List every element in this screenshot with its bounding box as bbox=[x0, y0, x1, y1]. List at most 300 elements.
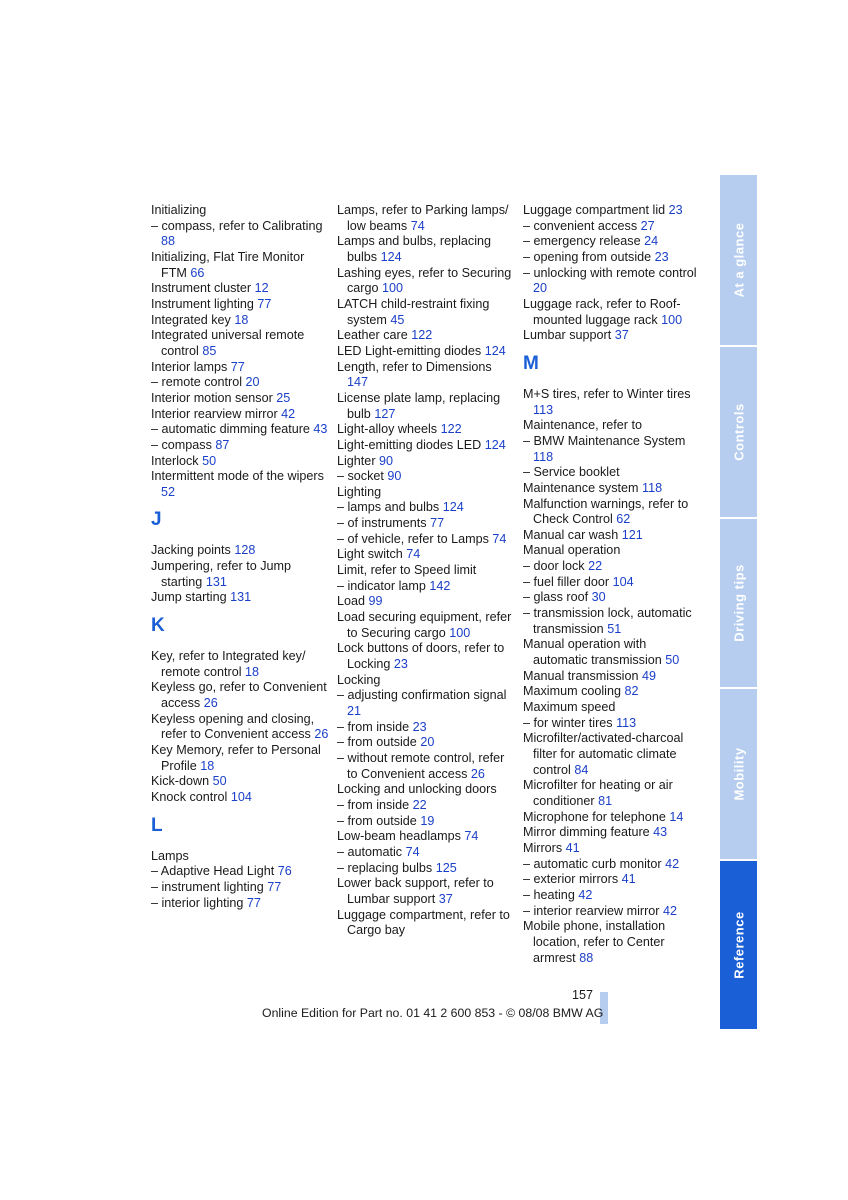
index-entry bbox=[151, 375, 329, 391]
tab-driving-tips[interactable] bbox=[720, 519, 757, 689]
entry-text: LATCH child-restraint fixing system bbox=[337, 296, 490, 327]
page-reference-link[interactable]: 85 bbox=[202, 343, 217, 358]
page-reference-link[interactable]: 74 bbox=[405, 844, 420, 859]
index-entry bbox=[523, 234, 701, 250]
entry-text: – unlocking with remote control bbox=[523, 265, 697, 280]
index-entry bbox=[337, 391, 515, 422]
page-reference-link[interactable]: 20 bbox=[420, 735, 435, 750]
entry-text: – lamps and bulbs bbox=[337, 500, 443, 515]
page-reference-link[interactable]: 41 bbox=[621, 872, 636, 887]
index-entry bbox=[523, 778, 701, 809]
index-entry bbox=[151, 790, 329, 806]
entry-text: Luggage compartment, refer to Cargo bay bbox=[337, 907, 510, 938]
index-entry bbox=[523, 590, 701, 606]
entry-text: Jump starting bbox=[151, 590, 231, 605]
page-reference-link[interactable]: 84 bbox=[574, 762, 589, 777]
entry-text: – from inside bbox=[337, 719, 413, 734]
page-reference-link[interactable]: 90 bbox=[379, 453, 394, 468]
index-entry bbox=[337, 438, 515, 454]
index-entry bbox=[337, 751, 515, 782]
page-reference-link[interactable]: 100 bbox=[449, 625, 471, 640]
index-entry bbox=[523, 387, 701, 418]
page-reference-link[interactable]: 51 bbox=[607, 621, 622, 636]
index-entry bbox=[523, 637, 701, 668]
entry-text: Luggage compartment lid bbox=[523, 203, 669, 217]
entry-text: – from outside bbox=[337, 813, 421, 828]
entry-text: – interior lighting bbox=[151, 895, 247, 910]
entry-text: Manual car wash bbox=[523, 527, 622, 542]
entry-text: – BMW Maintenance System bbox=[523, 433, 686, 448]
page-reference-link[interactable]: 77 bbox=[430, 516, 445, 531]
entry-text: Interior lamps bbox=[151, 359, 231, 374]
page-reference-link[interactable]: 90 bbox=[387, 469, 402, 484]
entry-text: Luggage rack, refer to Roof-mounted luggage rack bbox=[523, 296, 681, 327]
entry-text: Kick-down bbox=[151, 774, 213, 789]
page-reference-link[interactable]: 20 bbox=[533, 281, 548, 296]
page-reference-link[interactable]: 19 bbox=[420, 813, 435, 828]
footer-text: Online Edition for Part no. 01 41 2 600 853 - © 08/08 BMW AG bbox=[262, 1006, 604, 1020]
entry-text: Key, refer to Integrated key/ remote control bbox=[151, 649, 306, 679]
entry-text: Maximum speed bbox=[523, 700, 616, 715]
page-reference-link[interactable]: 104 bbox=[230, 790, 252, 804]
tab-label: At a glance bbox=[731, 222, 746, 298]
entry-text: Microfilter/activated-charcoal filter for automatic climate control bbox=[523, 731, 684, 777]
page-reference-link[interactable]: 50 bbox=[665, 653, 680, 668]
page-reference-link[interactable]: 49 bbox=[642, 668, 657, 683]
index-entry bbox=[151, 219, 329, 250]
entry-text: Mirrors bbox=[523, 840, 566, 855]
index-entry bbox=[337, 782, 515, 798]
page-reference-link[interactable]: 122 bbox=[440, 422, 462, 437]
index-letter-heading: J bbox=[151, 509, 162, 531]
entry-text: Interior rearview mirror bbox=[151, 406, 282, 421]
entry-text: Knock control bbox=[151, 790, 231, 804]
page-reference-link[interactable]: 124 bbox=[484, 437, 506, 452]
entry-text: – exterior mirrors bbox=[523, 872, 622, 887]
entry-text: – heating bbox=[523, 887, 579, 902]
entry-text: Load bbox=[337, 594, 369, 609]
index-entry bbox=[151, 880, 329, 896]
index-entry bbox=[337, 297, 515, 328]
page-reference-link[interactable]: 100 bbox=[382, 281, 404, 296]
index-entry bbox=[151, 774, 329, 790]
index-entry bbox=[523, 731, 701, 778]
index-entry bbox=[151, 360, 329, 376]
index-entry bbox=[151, 328, 329, 359]
entry-text: Malfunction warnings, refer to Check Control bbox=[523, 496, 689, 527]
page-reference-link[interactable]: 18 bbox=[234, 312, 249, 327]
entry-text: Key Memory, refer to Personal Profile bbox=[151, 743, 321, 773]
entry-text: Integrated key bbox=[151, 312, 235, 327]
entry-text: Interior motion sensor bbox=[151, 390, 277, 405]
page-reference-link[interactable]: 74 bbox=[492, 531, 507, 546]
entry-text: Jacking points bbox=[151, 543, 235, 558]
entry-text: Lamps, refer to Parking lamps/ low beams bbox=[337, 203, 509, 233]
entry-text: Intermittent mode of the wipers bbox=[151, 469, 324, 484]
page-reference-link[interactable]: 42 bbox=[281, 406, 296, 421]
page-reference-link[interactable]: 77 bbox=[257, 296, 272, 311]
index-entry bbox=[523, 888, 701, 904]
index-entry bbox=[151, 680, 329, 711]
entry-text: Microfilter for heating or air conditioner bbox=[523, 778, 673, 808]
entry-text: Light-emitting diodes LED bbox=[337, 437, 485, 452]
index-entry bbox=[337, 516, 515, 532]
tab-label: Mobility bbox=[731, 747, 746, 801]
index-entry bbox=[523, 872, 701, 888]
index-entry bbox=[337, 579, 515, 595]
index-entry bbox=[337, 876, 515, 907]
page-reference-link[interactable]: 113 bbox=[533, 402, 554, 417]
entry-text: Keyless opening and closing, refer to Convenient access bbox=[151, 711, 315, 742]
page-reference-link[interactable]: 23 bbox=[412, 719, 427, 734]
index-entry bbox=[151, 297, 329, 313]
index-entry bbox=[151, 543, 329, 559]
page-reference-link[interactable]: 41 bbox=[565, 840, 580, 855]
index-entry bbox=[337, 594, 515, 610]
index-entry bbox=[523, 266, 701, 297]
page-reference-link[interactable]: 30 bbox=[591, 590, 606, 605]
chapter-tabs bbox=[720, 175, 757, 1031]
index-entry bbox=[151, 203, 329, 219]
page-reference-link[interactable]: 43 bbox=[653, 825, 668, 840]
tab-label: Reference bbox=[731, 911, 746, 979]
index-entry bbox=[151, 743, 329, 774]
entry-text: Lighter bbox=[337, 453, 380, 468]
index-entry bbox=[337, 328, 515, 344]
entry-text: Lamps bbox=[151, 848, 189, 863]
page-reference-link[interactable]: 118 bbox=[642, 480, 663, 495]
index-entry bbox=[523, 810, 701, 826]
index-entry bbox=[337, 814, 515, 830]
page-reference-link[interactable]: 42 bbox=[578, 887, 593, 902]
index-entry bbox=[337, 563, 515, 579]
page-reference-link[interactable]: 82 bbox=[624, 684, 639, 699]
entry-text: – from inside bbox=[337, 797, 413, 812]
entry-text: M+S tires, refer to Winter tires bbox=[523, 386, 691, 401]
index-entry bbox=[337, 673, 515, 689]
page-reference-link[interactable]: 24 bbox=[644, 234, 659, 249]
page-reference-link[interactable]: 62 bbox=[616, 512, 631, 527]
entry-text: – without remote control, refer to Convenient access bbox=[337, 750, 505, 781]
entry-text: Interlock bbox=[151, 453, 203, 468]
page-reference-link[interactable]: 52 bbox=[161, 484, 176, 499]
index-entry bbox=[523, 559, 701, 575]
entry-text: Keyless go, refer to Convenient access bbox=[151, 680, 327, 711]
index-entry bbox=[523, 418, 701, 434]
page-reference-link[interactable]: 42 bbox=[665, 856, 680, 871]
entry-text: Integrated universal remote control bbox=[151, 328, 305, 358]
entry-text: Locking and unlocking doors bbox=[337, 782, 497, 797]
index-entry bbox=[523, 904, 701, 920]
index-entry bbox=[337, 547, 515, 563]
page-reference-link[interactable]: 125 bbox=[435, 860, 457, 875]
entry-text: – remote control bbox=[151, 375, 246, 390]
entry-text: – automatic curb monitor bbox=[523, 856, 666, 871]
index-entry bbox=[523, 219, 701, 235]
entry-text: – door lock bbox=[523, 559, 589, 574]
index-entry bbox=[337, 798, 515, 814]
entry-text: – compass, refer to Calibrating bbox=[151, 218, 323, 233]
index-entry bbox=[523, 481, 701, 497]
page-reference-link[interactable]: 37 bbox=[438, 891, 453, 906]
entry-text: – instrument lighting bbox=[151, 879, 268, 894]
index-entry bbox=[523, 825, 701, 841]
page-reference-link[interactable]: 142 bbox=[429, 578, 451, 593]
page-reference-link[interactable]: 81 bbox=[598, 793, 613, 808]
tab-mobility[interactable] bbox=[720, 689, 757, 861]
entry-text: Leather care bbox=[337, 328, 412, 343]
index-entry bbox=[523, 203, 701, 219]
index-entry bbox=[523, 575, 701, 591]
entry-text: Lashing eyes, refer to Securing cargo bbox=[337, 265, 512, 296]
entry-text: Light switch bbox=[337, 547, 407, 562]
entry-text: – replacing bulbs bbox=[337, 860, 436, 875]
page-reference-link[interactable]: 18 bbox=[245, 664, 260, 679]
index-entry bbox=[337, 485, 515, 501]
index-entry bbox=[523, 700, 701, 716]
entry-text: – interior rearview mirror bbox=[523, 903, 663, 918]
index-entry bbox=[337, 422, 515, 438]
page-reference-link[interactable]: 14 bbox=[669, 809, 684, 824]
page-reference-link[interactable]: 87 bbox=[215, 437, 230, 452]
index-entry bbox=[151, 422, 329, 438]
entry-text: – of instruments bbox=[337, 516, 431, 531]
index-entry bbox=[523, 250, 701, 266]
page-reference-link[interactable]: 124 bbox=[484, 343, 506, 358]
page-reference-link[interactable]: 23 bbox=[654, 249, 669, 264]
index-entry bbox=[151, 313, 329, 329]
entry-text: Instrument lighting bbox=[151, 296, 258, 311]
index-entry bbox=[523, 669, 701, 685]
index-entry bbox=[337, 688, 515, 719]
index-entry bbox=[337, 720, 515, 736]
page-reference-link[interactable]: 88 bbox=[579, 950, 594, 965]
index-entry bbox=[151, 559, 329, 590]
page-reference-link[interactable]: 50 bbox=[202, 453, 217, 468]
page-reference-link[interactable]: 118 bbox=[533, 449, 554, 464]
entry-text: Instrument cluster bbox=[151, 281, 255, 296]
entry-text: Lamps and bulbs, replacing bulbs bbox=[337, 234, 492, 264]
index-entry bbox=[337, 610, 515, 641]
entry-text: – adjusting confirmation signal bbox=[337, 688, 507, 703]
page-reference-link[interactable]: 74 bbox=[410, 218, 425, 233]
page-reference-link[interactable]: 22 bbox=[412, 797, 427, 812]
page-reference-link[interactable]: 147 bbox=[347, 375, 369, 390]
index-letter-heading: K bbox=[151, 615, 165, 637]
entry-text: Jumpering, refer to Jump starting bbox=[151, 559, 291, 589]
entry-text: Mobile phone, installation location, refer to Center armrest bbox=[523, 919, 666, 965]
entry-text: Manual transmission bbox=[523, 668, 642, 683]
page-reference-link[interactable]: 42 bbox=[662, 903, 677, 918]
index-entry bbox=[151, 438, 329, 454]
page-reference-link[interactable]: 37 bbox=[614, 328, 629, 343]
entry-text: – compass bbox=[151, 437, 216, 452]
page-reference-link[interactable]: 12 bbox=[254, 281, 269, 296]
page-reference-link[interactable]: 18 bbox=[200, 758, 215, 773]
entry-text: Lighting bbox=[337, 484, 382, 499]
entry-text: License plate lamp, replacing bulb bbox=[337, 390, 501, 421]
index-entry bbox=[337, 344, 515, 360]
index-entry bbox=[337, 469, 515, 485]
page-reference-link[interactable]: 25 bbox=[276, 390, 291, 405]
index-column-1 bbox=[151, 203, 329, 911]
page-reference-link[interactable]: 121 bbox=[621, 527, 643, 542]
entry-text: Microphone for telephone bbox=[523, 809, 670, 824]
entry-text: – glass roof bbox=[523, 590, 592, 605]
page-reference-link[interactable]: 74 bbox=[406, 547, 421, 562]
index-entry bbox=[337, 454, 515, 470]
index-entry bbox=[523, 497, 701, 528]
page-reference-link[interactable]: 74 bbox=[464, 829, 479, 844]
index-column-2 bbox=[337, 203, 515, 939]
page-reference-link[interactable]: 113 bbox=[616, 715, 637, 730]
page-reference-link[interactable]: 23 bbox=[393, 657, 408, 672]
entry-text: Initializing, Flat Tire Monitor FTM bbox=[151, 249, 305, 280]
page-reference-link[interactable]: 124 bbox=[380, 249, 402, 264]
index-entry bbox=[151, 469, 329, 500]
page-reference-link[interactable]: 77 bbox=[230, 359, 245, 374]
index-entry bbox=[151, 864, 329, 880]
index-entry bbox=[523, 528, 701, 544]
entry-text: – fuel filler door bbox=[523, 574, 613, 589]
index-entry bbox=[151, 849, 329, 865]
tab-label: Driving tips bbox=[731, 564, 746, 642]
index-entry bbox=[337, 908, 515, 939]
entry-text: Manual operation with automatic transmission bbox=[523, 637, 666, 668]
entry-text: – emergency release bbox=[523, 234, 645, 249]
index-entry bbox=[337, 845, 515, 861]
page-reference-link[interactable]: 22 bbox=[588, 559, 603, 574]
page-reference-link[interactable]: 99 bbox=[368, 594, 383, 609]
index-letter-heading: M bbox=[523, 352, 539, 374]
page-reference-link[interactable]: 127 bbox=[374, 406, 396, 421]
page-reference-link[interactable]: 21 bbox=[347, 704, 362, 718]
page-reference-link[interactable]: 124 bbox=[442, 500, 464, 515]
index-entry bbox=[151, 391, 329, 407]
entry-text: – Adaptive Head Light bbox=[151, 864, 278, 879]
entry-text: – transmission lock, automatic transmission bbox=[523, 606, 692, 636]
page-reference-link[interactable]: 77 bbox=[246, 895, 261, 910]
index-entry bbox=[523, 328, 701, 344]
index-entry bbox=[337, 203, 515, 234]
index-entry bbox=[151, 590, 329, 606]
index-entry bbox=[151, 649, 329, 680]
index-entry bbox=[523, 297, 701, 328]
page-reference-link[interactable]: 43 bbox=[313, 422, 328, 437]
entry-text: Maintenance, refer to bbox=[523, 418, 643, 433]
entry-text: – from outside bbox=[337, 735, 421, 750]
page-reference-link[interactable]: 27 bbox=[640, 218, 655, 233]
entry-text: Locking bbox=[337, 672, 381, 687]
index-entry bbox=[151, 250, 329, 281]
entry-text: Lower back support, refer to Lumbar support bbox=[337, 876, 494, 906]
index-entry bbox=[523, 857, 701, 873]
entry-text: – automatic bbox=[337, 844, 406, 859]
page-reference-link[interactable]: 131 bbox=[205, 574, 227, 589]
entry-text: Limit, refer to Speed limit bbox=[337, 563, 477, 578]
page-reference-link[interactable]: 23 bbox=[668, 203, 683, 217]
entry-text: Maintenance system bbox=[523, 480, 642, 495]
page-reference-link[interactable]: 76 bbox=[277, 864, 292, 879]
page-reference-link[interactable]: 131 bbox=[230, 590, 252, 605]
tab-controls[interactable] bbox=[720, 347, 757, 519]
tab-at-a-glance[interactable] bbox=[720, 175, 757, 347]
index-entry bbox=[151, 896, 329, 912]
index-entry bbox=[523, 434, 701, 465]
index-entry bbox=[151, 454, 329, 470]
index-entry bbox=[523, 465, 701, 481]
page-reference-link[interactable]: 50 bbox=[212, 774, 227, 789]
entry-text: – Service booklet bbox=[523, 465, 620, 480]
index-entry bbox=[151, 407, 329, 423]
page-reference-link[interactable]: 26 bbox=[314, 727, 329, 742]
entry-text: – of vehicle, refer to Lamps bbox=[337, 531, 493, 546]
tab-label: Controls bbox=[731, 403, 746, 461]
entry-text: Light-alloy wheels bbox=[337, 422, 441, 437]
entry-text: LED Light-emitting diodes bbox=[337, 343, 485, 358]
index-entry bbox=[337, 500, 515, 516]
page-reference-link[interactable]: 77 bbox=[267, 879, 282, 894]
entry-text: – opening from outside bbox=[523, 249, 655, 264]
page-reference-link[interactable]: 66 bbox=[190, 265, 205, 280]
entry-text: – convenient access bbox=[523, 218, 641, 233]
index-entry bbox=[523, 716, 701, 732]
index-entry bbox=[523, 606, 701, 637]
index-entry bbox=[337, 861, 515, 877]
index-entry bbox=[151, 712, 329, 743]
index-entry bbox=[337, 532, 515, 548]
entry-text: Mirror dimming feature bbox=[523, 825, 654, 840]
entry-text: Manual operation bbox=[523, 543, 621, 558]
entry-text: Maximum cooling bbox=[523, 684, 625, 699]
entry-text: – indicator lamp bbox=[337, 578, 430, 593]
entry-text: – automatic dimming feature bbox=[151, 422, 314, 437]
index-entry bbox=[337, 829, 515, 845]
index-entry bbox=[337, 735, 515, 751]
index-column-3 bbox=[523, 203, 701, 966]
page-reference-link[interactable]: 100 bbox=[661, 312, 683, 327]
page-reference-link[interactable]: 26 bbox=[470, 766, 485, 781]
entry-text: Lock buttons of doors, refer to Locking bbox=[337, 641, 505, 672]
entry-text: Load securing equipment, refer to Securing cargo bbox=[337, 610, 512, 640]
page-reference-link[interactable]: 122 bbox=[411, 328, 433, 343]
index-entry bbox=[151, 281, 329, 297]
index-entry bbox=[523, 841, 701, 857]
index-entry bbox=[523, 543, 701, 559]
index-entry bbox=[523, 684, 701, 700]
index-entry bbox=[337, 641, 515, 672]
page-reference-link[interactable]: 20 bbox=[245, 375, 260, 390]
page-number: 157 bbox=[572, 988, 594, 1002]
entry-text: – for winter tires bbox=[523, 715, 617, 730]
entry-text: Initializing bbox=[151, 203, 207, 217]
index-entry bbox=[523, 919, 701, 966]
entry-text: Low-beam headlamps bbox=[337, 829, 465, 844]
entry-text: Length, refer to Dimensions bbox=[337, 359, 492, 374]
index-letter-heading: L bbox=[151, 814, 163, 836]
entry-text: – socket bbox=[337, 469, 388, 484]
index-entry bbox=[337, 234, 515, 265]
page-reference-link[interactable]: 26 bbox=[203, 696, 218, 711]
page-reference-link[interactable]: 104 bbox=[612, 574, 634, 589]
entry-text: Lumbar support bbox=[523, 328, 615, 343]
page-reference-link[interactable]: 88 bbox=[161, 234, 176, 249]
page-reference-link[interactable]: 128 bbox=[234, 543, 256, 558]
tab-reference[interactable] bbox=[720, 861, 757, 1031]
index-entry bbox=[337, 360, 515, 391]
page-reference-link[interactable]: 45 bbox=[390, 312, 405, 327]
index-entry bbox=[337, 266, 515, 297]
